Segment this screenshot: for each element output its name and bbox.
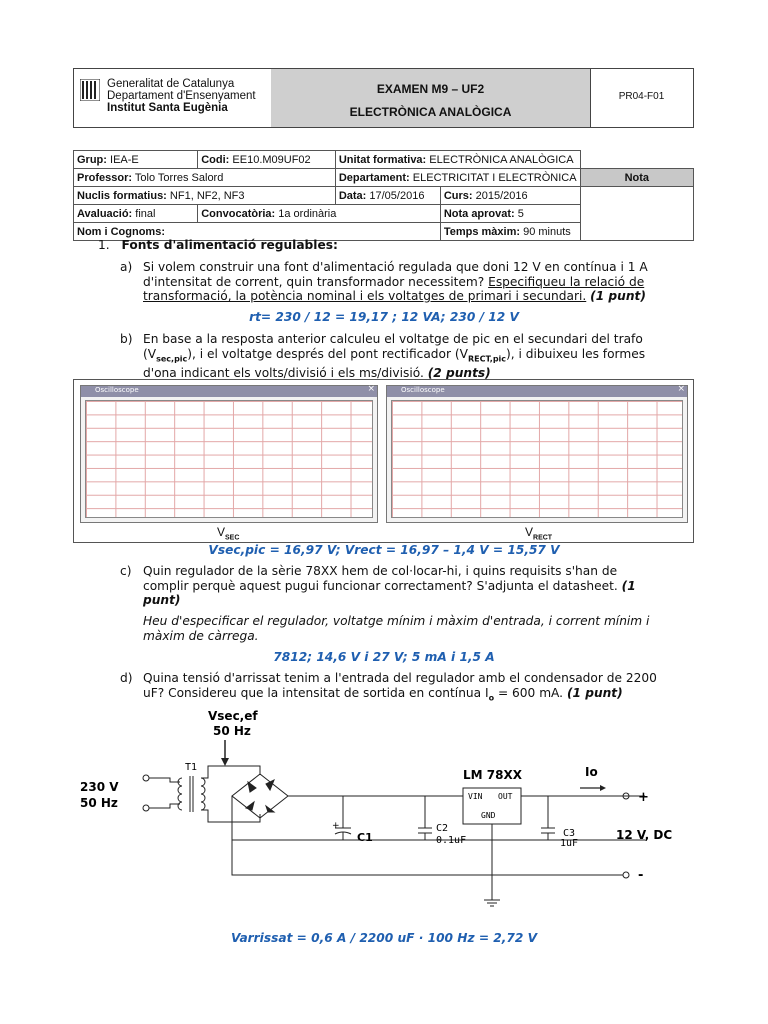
power-supply-circuit [70, 700, 710, 922]
output-label: 12 V, DC [616, 828, 673, 842]
section-1-heading: 1. Fonts d'alimentació regulables: [98, 238, 338, 252]
answer-a: rt= 230 / 12 = 19,17 ; 12 VA; 230 / 12 V [249, 310, 519, 324]
temps-cell: Temps màxim: 90 minuts [440, 223, 580, 241]
doc-code: PR04-F01 [618, 91, 665, 102]
question-c-hint: Heu d'especificar el regulador, voltatge mínim i màxim d'entrada, i corrent mínim i màxim de càrrega. [143, 614, 650, 643]
oscilloscope-sec-titlebar: Oscilloscope × [81, 386, 377, 397]
regulator-label: LM 78XX [463, 768, 522, 782]
freq-label: 50 Hz [213, 724, 251, 738]
svg-text:VIN: VIN [468, 792, 483, 801]
grup-cell: Grup: IEA-E [74, 151, 198, 169]
question-a-text: Si volem construir una font d'alimentació regulada que doni 12 V en contínua i 1 A d'intensitat de corrent, quin transformador necessitem? Especifiqueu la relació de transformació, la potència nominal i els voltatges de primari i secundari. (1 punt) [143, 260, 648, 303]
departament-cell: Departament: ELECTRICITAT I ELECTRÒNICA [335, 169, 580, 187]
question-c-text: Quin regulador de la sèrie 78XX hem de col·locar-hi, i quins requisits s'han de complir perquè aquest pugui funcionar correctament? S'adjunta el datasheet. (1 punt) [143, 564, 636, 607]
avaluacio-cell: Avaluació: final [74, 205, 198, 223]
answer-d: Varrissat = 0,6 A / 2200 uF · 100 Hz = 2,72 V [230, 931, 538, 945]
org-name: Generalitat de Catalunya Departament d'Ensenyament Institut Santa Eugènia [107, 78, 256, 114]
nom-cell[interactable]: Nom i Cognoms: [74, 223, 441, 241]
oscilloscope-sec [80, 385, 378, 523]
oscilloscope-sec-grid [85, 400, 373, 518]
header-box [73, 68, 694, 128]
close-icon[interactable]: × [677, 384, 685, 394]
convocatoria-cell: Convocatòria: 1a ordinària [198, 205, 441, 223]
c2-label: C2 [436, 823, 449, 834]
generalitat-logo [80, 79, 100, 101]
exam-info-table [73, 150, 694, 241]
professor-cell: Professor: Tolo Torres Salord [74, 169, 336, 187]
capacitor-c3 [541, 796, 555, 840]
io-label: Io [585, 765, 598, 779]
oscilloscope-panel [73, 379, 694, 543]
question-b-letter: b) [120, 332, 133, 346]
c3-label: C3 [563, 828, 576, 839]
answer-b: Vsec,pic = 16,97 V; Vrect = 16,97 – 1,4 V = 15,57 V [208, 543, 560, 557]
question-d-text: Quina tensió d'arrissat tenim a l'entrada del regulador amb el condensador de 2200 uF? Considereu que la intensitat de sortida en contínua $I_o = 600$ mA. (1 punt) [143, 671, 657, 702]
header-title-cell [271, 69, 591, 127]
caption-vsec: $V_{SEC}$ [217, 525, 240, 542]
nuclis-cell: Nuclis formatius: NF1, NF2, NF3 [74, 187, 336, 205]
svg-text:+: + [332, 821, 340, 831]
transformer-t1 [178, 766, 260, 822]
answer-c: 7812; 14,6 V i 27 V; 5 mA i 1,5 A [273, 650, 495, 664]
c3-value: 1uF [560, 838, 579, 849]
header-logo-cell [74, 69, 272, 127]
c2-value: 0.1uF [436, 835, 467, 846]
oscilloscope-rect-grid [391, 400, 683, 518]
question-c-letter: c) [120, 564, 132, 578]
c1-label: C1 [357, 831, 373, 844]
close-icon[interactable]: × [367, 384, 375, 394]
input-frequency-label: 50 Hz [80, 796, 118, 810]
svg-text:GND: GND [481, 811, 496, 820]
capacitor-c2 [418, 796, 432, 840]
unitat-cell: Unitat formativa: ELECTRÒNICA ANALÒGICA [335, 151, 580, 169]
nota-aprovat-cell: Nota aprovat: 5 [440, 205, 580, 223]
svg-text:-: - [638, 868, 644, 883]
output-terminal-minus [623, 872, 629, 878]
capacitor-c1 [335, 796, 351, 840]
vsec-label: Vsec,ef [208, 709, 258, 723]
data-cell: Data: 17/05/2016 [335, 187, 440, 205]
exam-subject: ELECTRÒNICA ANALÒGICA [349, 105, 512, 119]
codi-cell: Codi: EE10.M09UF02 [198, 151, 336, 169]
caption-vrect: $V_{RECT}$ [525, 525, 553, 542]
input-voltage-label: 230 V [80, 780, 119, 794]
input-terminal-top [143, 775, 149, 781]
svg-text:OUT: OUT [498, 792, 513, 801]
svg-text:+: + [638, 790, 649, 805]
ground-symbol [484, 900, 500, 906]
question-d-letter: d) [120, 671, 133, 685]
nota-value-cell[interactable] [580, 187, 693, 241]
oscilloscope-rect-titlebar: Oscilloscope × [387, 386, 687, 397]
exam-title: EXAMEN M9 – UF2 [376, 82, 485, 96]
oscilloscope-rect [386, 385, 688, 523]
input-terminal-bottom [143, 805, 149, 811]
curs-cell: Curs: 2015/2016 [440, 187, 580, 205]
question-b-text: En base a la resposta anterior calculeu el voltatge de pic en el secundari del trafo $(V_{sec,pic})$, i el voltatge després del pont rectificador $(V_{RECT,pic})$, i dibuixeu les formes d'ona indicant els volts/divisió i els ms/divisió. (2 punts) [143, 332, 646, 381]
nota-header: Nota [580, 169, 693, 187]
question-a-letter: a) [120, 260, 133, 274]
transformer-label: T1 [185, 762, 198, 773]
